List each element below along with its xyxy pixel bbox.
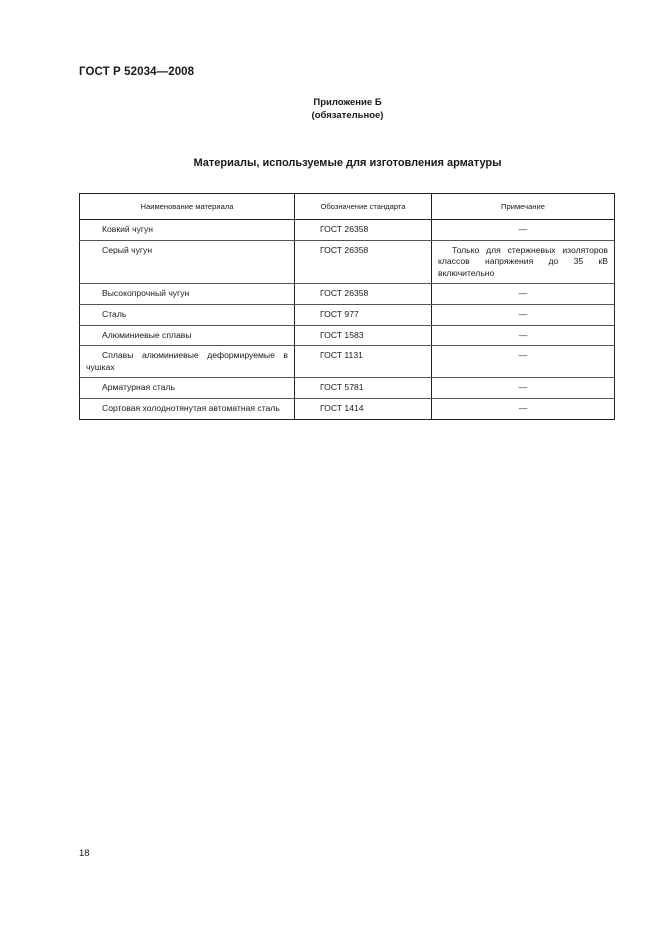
standard-code: ГОСТ 26358: [295, 240, 432, 284]
note: —: [432, 304, 615, 325]
table-title: Материалы, используемые для изготовления арматуры: [193, 157, 502, 169]
table-row: [80, 346, 615, 378]
standard-code: ГОСТ 1583: [295, 325, 432, 346]
note: —: [432, 378, 615, 399]
column-header-material: Наименование материала: [80, 194, 295, 220]
table-row: [80, 304, 615, 325]
material-name: Сталь: [80, 304, 295, 325]
table-header-row: [80, 194, 615, 220]
note: Только для стержневых изоляторов классов напряжения до 35 кВ включительно: [432, 240, 615, 284]
table-row: [80, 240, 615, 284]
page-number: 18: [79, 848, 90, 859]
material-name: Алюминиевые сплавы: [80, 325, 295, 346]
appendix-heading: [0, 96, 661, 122]
table-row: [80, 325, 615, 346]
material-name: Серый чугун: [80, 240, 295, 284]
appendix-label: Приложение Б: [313, 97, 382, 108]
table-row: [80, 220, 615, 241]
material-name: Ковкий чугун: [80, 220, 295, 241]
document-code: ГОСТ Р 52034—2008: [79, 66, 195, 78]
standard-code: ГОСТ 1414: [295, 398, 432, 419]
standard-code: ГОСТ 26358: [295, 220, 432, 241]
table-row: [80, 284, 615, 305]
standard-code: ГОСТ 5781: [295, 378, 432, 399]
note: —: [432, 284, 615, 305]
note: —: [432, 220, 615, 241]
table-row: [80, 378, 615, 399]
note: —: [432, 325, 615, 346]
note: —: [432, 398, 615, 419]
note: —: [432, 346, 615, 378]
standard-code: ГОСТ 1131: [295, 346, 432, 378]
column-header-standard: Обозначение стандарта: [295, 194, 432, 220]
appendix-status: (обязательное): [311, 110, 384, 121]
table-row: [80, 398, 615, 419]
material-name: Сплавы алюминиевые деформируемые в чушках: [80, 346, 295, 378]
material-name: Сортовая холоднотянутая автоматная сталь: [80, 398, 295, 419]
standard-code: ГОСТ 26358: [295, 284, 432, 305]
material-name: Арматурная сталь: [80, 378, 295, 399]
material-name: Высокопрочный чугун: [80, 284, 295, 305]
materials-table: [79, 193, 615, 420]
standard-code: ГОСТ 977: [295, 304, 432, 325]
column-header-note: Примечание: [432, 194, 615, 220]
